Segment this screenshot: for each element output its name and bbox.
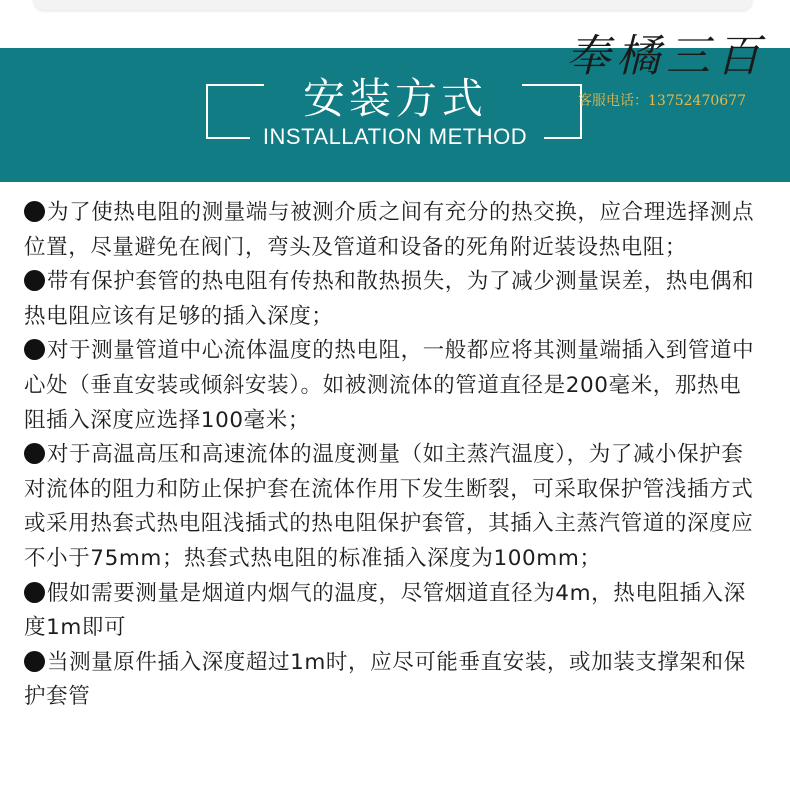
- paragraph-5: 假如需要测量是烟道内烟气的温度，尽管烟道直径为4m，热电阻插入深度1m即可: [24, 580, 746, 641]
- bullet-icon: [24, 339, 45, 360]
- installation-text: [24, 196, 760, 715]
- bullet-icon: [24, 582, 45, 603]
- paragraph-1: 为了使热电阻的测量端与被测介质之间有充分的热交换，应合理选择测点位置，尽量避免在阀门，弯头及管道和设备的死角附近装设热电阻；: [24, 200, 755, 260]
- paragraph-2: 带有保护套管的热电阻有传热和散热损失，为了减少测量误差，热电偶和热电阻应该有足够的插入深度；: [24, 269, 755, 329]
- paragraph-6: 当测量原件插入深度超过1m时，应尽可能垂直安装，或加装支撑架和保护套管: [24, 649, 746, 710]
- bullet-icon: [24, 201, 45, 222]
- bullet-icon: [24, 270, 45, 291]
- paragraph-4: 对于高温高压和高速流体的温度测量（如主蒸汽温度），为了减小保护套对流体的阻力和防止保护套在流体作用下发生断裂，可采取保护管浅插方式或采用热套式热电阻浅插式的热电阻保护套管，其插入主蒸汽管道的深度应不小于75mm；热套式热电阻的标准插入深度为100mm；: [24, 442, 754, 571]
- bullet-icon: [24, 651, 45, 672]
- service-phone: 客服电话：13752470677: [578, 93, 746, 109]
- bullet-icon: [24, 443, 45, 464]
- brand-logo-text: 奉橘三百: [566, 31, 766, 82]
- section-title: 安装方式: [302, 74, 487, 123]
- top-card-edge: [34, 0, 752, 10]
- section-subtitle: INSTALLATION METHOD: [262, 124, 528, 149]
- paragraph-3: 对于测量管道中心流体温度的热电阻，一般都应将其测量端插入到管道中心处（垂直安装或倾斜安装）。如被测流体的管道直径是200毫米，那热电阻插入深度应选择100毫米；: [24, 338, 755, 433]
